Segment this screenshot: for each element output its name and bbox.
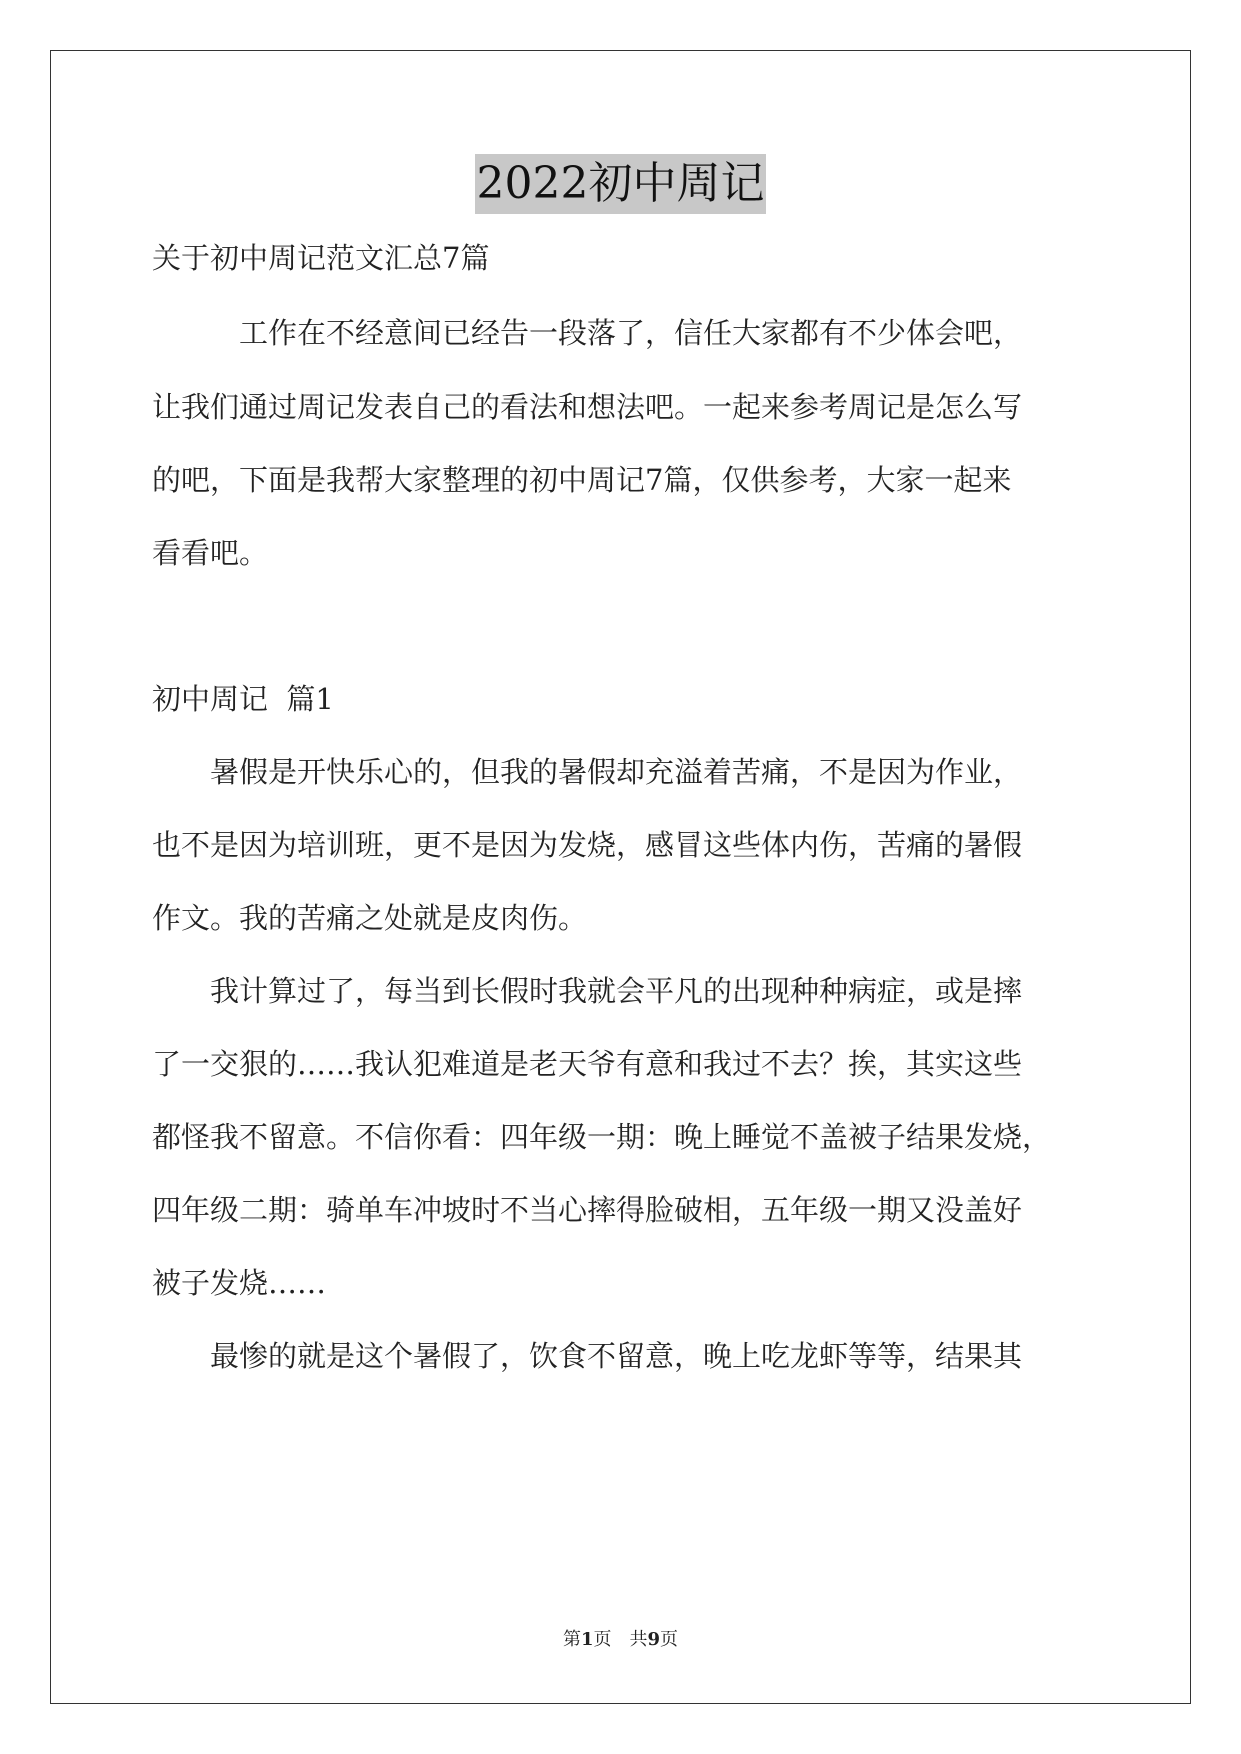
- title-container: [0, 154, 1241, 214]
- body-line: 暑假是开快乐心的，但我的暑假却充溢着苦痛，不是因为作业，: [152, 755, 1023, 789]
- page-footer: [0, 1628, 1241, 1652]
- body-line: 都怪我不留意。不信你看：四年级一期：晚上睡觉不盖被子结果发烧，: [152, 1120, 1052, 1154]
- body-line: 被子发烧……: [152, 1266, 327, 1300]
- body-line: 最惨的就是这个暑假了，饮食不留意，晚上吃龙虾等等，结果其: [152, 1339, 1023, 1373]
- body-line: 了一交狠的……我认犯难道是老天爷有意和我过不去？挨，其实这些: [152, 1047, 1023, 1081]
- total-page-number: 9: [647, 1629, 661, 1650]
- body-line: 也不是因为培训班，更不是因为发烧，感冒这些体内伤，苦痛的暑假: [152, 828, 1023, 862]
- footer-suffix: 页: [660, 1629, 679, 1650]
- intro-line: 让我们通过周记发表自己的看法和想法吧。一起来参考周记是怎么写: [152, 390, 1023, 424]
- current-page-number: 1: [580, 1629, 594, 1650]
- footer-mid: 页 共: [593, 1629, 648, 1650]
- body-line: 四年级二期：骑单车冲坡时不当心摔得脸破相，五年级一期又没盖好: [152, 1193, 1023, 1227]
- intro-line: 工作在不经意间已经告一段落了，信任大家都有不少体会吧，: [152, 316, 1023, 350]
- document-subtitle: 关于初中周记范文汇总7篇: [152, 241, 490, 275]
- body-line: 作文。我的苦痛之处就是皮肉伤。: [152, 901, 588, 935]
- intro-line: 看看吧。: [152, 536, 269, 570]
- intro-line: 的吧，下面是我帮大家整理的初中周记7篇，仅供参考，大家一起来: [152, 463, 1012, 497]
- section-heading: 初中周记 篇1: [152, 682, 334, 716]
- page-border: [50, 50, 1191, 1704]
- body-line: 我计算过了，每当到长假时我就会平凡的出现种种病症，或是摔: [152, 974, 1023, 1008]
- footer-prefix: 第: [562, 1629, 581, 1650]
- document-title: 2022初中周记: [475, 154, 767, 214]
